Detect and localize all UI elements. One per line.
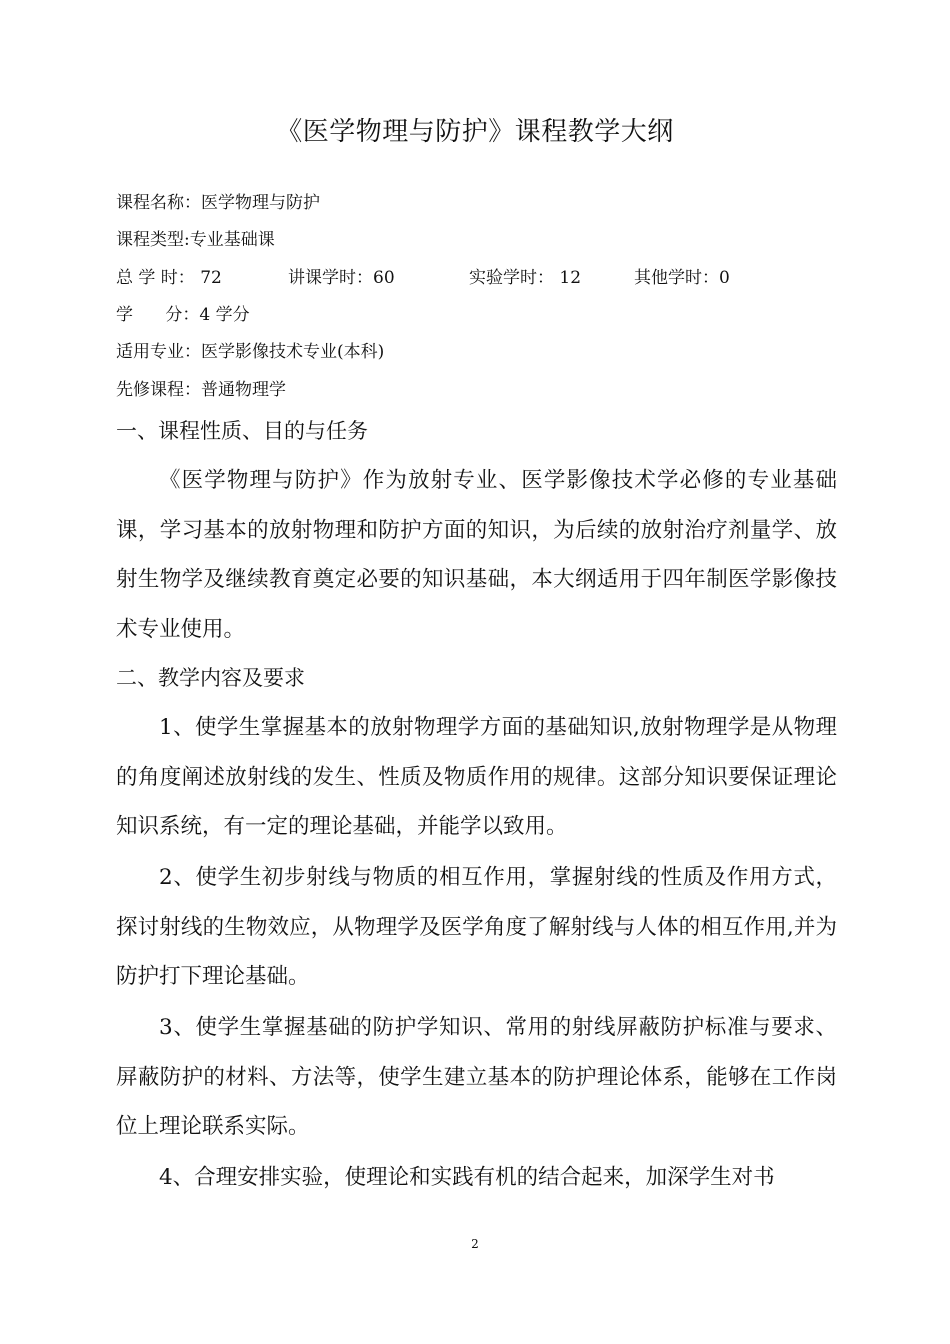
document-title: 《医学物理与防护》课程教学大纲: [276, 117, 674, 147]
lab-hours: 实验学时： 12: [469, 268, 582, 288]
requirement-item-3: 3、使学生掌握基础的防护学知识、常用的射线屏蔽防护标准与要求、屏蔽防护的材料、方法等，使学生建立基本的防护理论体系，能够在工作岗位上理论联系实际。: [116, 1015, 837, 1139]
credits-line: 学 分：4 学分: [116, 305, 250, 325]
major-line: 适用专业：医学影像技术专业(本科): [116, 342, 385, 362]
course-type-line: 课程类型:专业基础课: [116, 230, 275, 250]
hours-line: [116, 266, 836, 290]
total-hours: 总 学 时： 72: [116, 268, 222, 288]
requirement-item-2: 2、使学生初步射线与物质的相互作用，掌握射线的性质及作用方式，探讨射线的生物效应，从物理学及医学角度了解射线与人体的相互作用,并为防护打下理论基础。: [116, 865, 837, 989]
section-2-heading: 二、教学内容及要求: [116, 666, 305, 690]
requirement-item-1: 1、使学生掌握基本的放射物理学方面的基础知识,放射物理学是从物理的角度阐述放射线的发生、性质及物质作用的规律。这部分知识要保证理论知识系统，有一定的理论基础，并能学以致用。: [116, 715, 837, 839]
other-hours: 其他学时：0: [634, 268, 730, 288]
section-1-heading: 一、课程性质、目的与任务: [116, 419, 368, 443]
section-1-paragraph: 《医学物理与防护》作为放射专业、医学影像技术学必修的专业基础课，学习基本的放射物理和防护方面的知识，为后续的放射治疗剂量学、放射生物学及继续教育奠定必要的知识基础，本大纲适用于四年制医学影像技术专业使用。: [116, 468, 837, 642]
course-name-line: 课程名称：医学物理与防护: [116, 193, 320, 213]
lecture-hours: 讲课学时：60: [288, 268, 395, 288]
prerequisite-line: 先修课程：普通物理学: [116, 380, 286, 400]
page-number: 2: [471, 1237, 479, 1251]
requirement-item-4: 4、合理安排实验，使理论和实践有机的结合起来，加深学生对书: [159, 1165, 775, 1190]
